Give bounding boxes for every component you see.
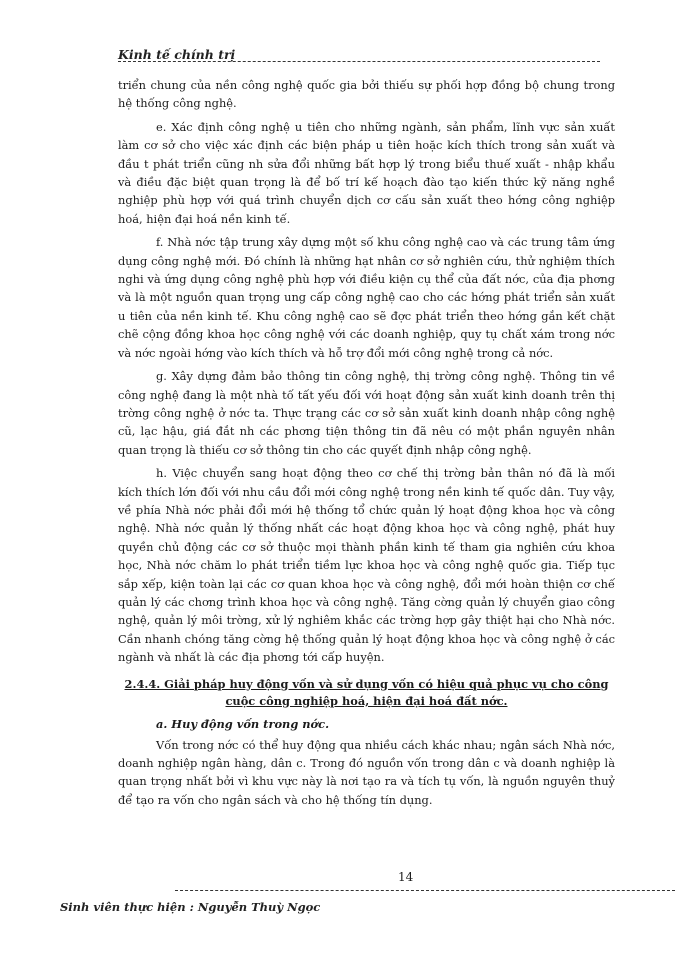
paragraph-continuation: triển chung của nền công nghệ quốc gia bởi thiếu sự phối hợp đồng bộ chung trong hệ thống công nghệ. [118,78,615,111]
paragraph-capital: Vốn trong nớc có thể huy động qua nhiều cách khác nhau; ngân sách Nhà nớc, doanh nghiệp ngân hàng, dân c. Trong đó nguồn vốn trong dân c và doanh nghiệp là quan trọng nhất bởi vì khu vực này là nơi tạo ra và tích tụ vốn, là nguồn nguyên thuỷ để tạo ra vốn cho ngân sách và cho hệ thống tín dụng. [118,737,615,807]
header-title: Kinh tế chính trị [118,47,236,62]
section-heading: 2.4.4. Giải pháp huy động vốn và sử dụng vốn có hiệu quả phục vụ cho công cuộc công nghiệp hoá, hiện đại hoá đất nớc. [124,676,609,708]
footer-rule [175,890,675,891]
page-number: 14 [398,870,414,884]
header-rule [118,61,600,62]
paragraph-h: h. Việc chuyển sang hoạt động theo cơ chế thị trờng bản thân nó đã là mối kích thích lớn đối với nhu cầu đổi mới công nghệ trong nền kinh tế quốc dân. Tuy vậy, về phía Nhà nớc phải đổi mới hệ thống tổ chức quản lý hoạt động khoa học và công nghệ. Nhà nớc quản lý thống nhất các hoạt động khoa học và công nghệ, phát huy quyền chủ động các cơ sở thuộc mọi thành phần kinh tế tham gia nghiên cứu khoa học, Nhà nớc chăm lo phát triển tiềm lực khoa học và công nghệ quốc gia. Tiếp tục sắp xếp, kiện toàn lại các cơ quan khoa học và công nghệ, đổi mới hoàn thiện cơ chế quản lý các chơng trình khoa học và công nghệ. Tăng cờng quản lý chuyển giao công nghệ, quản lý môi trờng, xử lý nghiêm khắc các trờng hợp gây thiệt hại cho Nhà nớc. Cần nhanh chóng tăng cờng hệ thống quản lý hoạt động khoa học và công nghệ ở các ngành và nhất là các địa phơng tới cấp huyện. [118,466,615,665]
sub-heading: a. Huy động vốn trong nớc. [156,716,330,731]
paragraph-f: f. Nhà nớc tập trung xây dựng một số khu công nghệ cao và các trung tâm ứng dụng công nghệ mới. Đó chính là những hạt nhân cơ sở nghiên cứu, thử nghiệm thích nghi và ứng dụng công nghệ phù hợp với điều kiện cụ thể của đất nớc, của địa phơng và là một nguồn quan trọng ung cấp công nghệ cao cho các hớng phát triển sản xuất u tiên của nền kinh tế. Khu công nghệ cao sẽ đợc phát triển theo hớng gắn kết chặt chẽ cộng đồng khoa học công nghệ với các doanh nghiệp, quy tụ chất xám trong nớc và nớc ngoài hớng vào kích thích và hỗ trợ đổi mới công nghệ trong cả nớc. [118,235,615,360]
paragraph-e: e. Xác định công nghệ u tiên cho những ngành, sản phẩm, lĩnh vực sản xuất làm cơ sở cho việc xác định các biện pháp u tiên hoặc kích thích trong sản xuất và đầu t phát triển cũng nh sửa đổi những bất hợp lý trong biểu thuế xuất - nhập khẩu và điều đặc biệt quan trọng là để bố trí kế hoạch đào tạo kiến thức kỹ năng nghề nghiệp phù hợp với quá trình chuyển dịch cơ cấu sản xuất theo hớng công nghiệp hoá, hiện đại hoá nền kinh tế. [118,119,615,226]
page-body [118,76,615,814]
footer-author: Sinh viên thực hiện : Nguyễn Thuỳ Ngọc [60,900,321,914]
paragraph-g: g. Xây dựng đảm bảo thông tin công nghệ, thị trờng công nghệ. Thông tin về công nghệ đang là một nhà tố tất yếu đối với hoạt động sản xuất kinh doanh trên thị trờng công nghệ ở nớc ta. Thực trạng các cơ sở sản xuất kinh doanh nhập công nghệ cũ, lạc hậu, giá đắt nh các phơng tiện thông tin đã nêu có một phần nguyên nhân quan trọng là thiếu cơ sở thông tin cho các quyết định nhập công nghệ. [118,369,615,457]
